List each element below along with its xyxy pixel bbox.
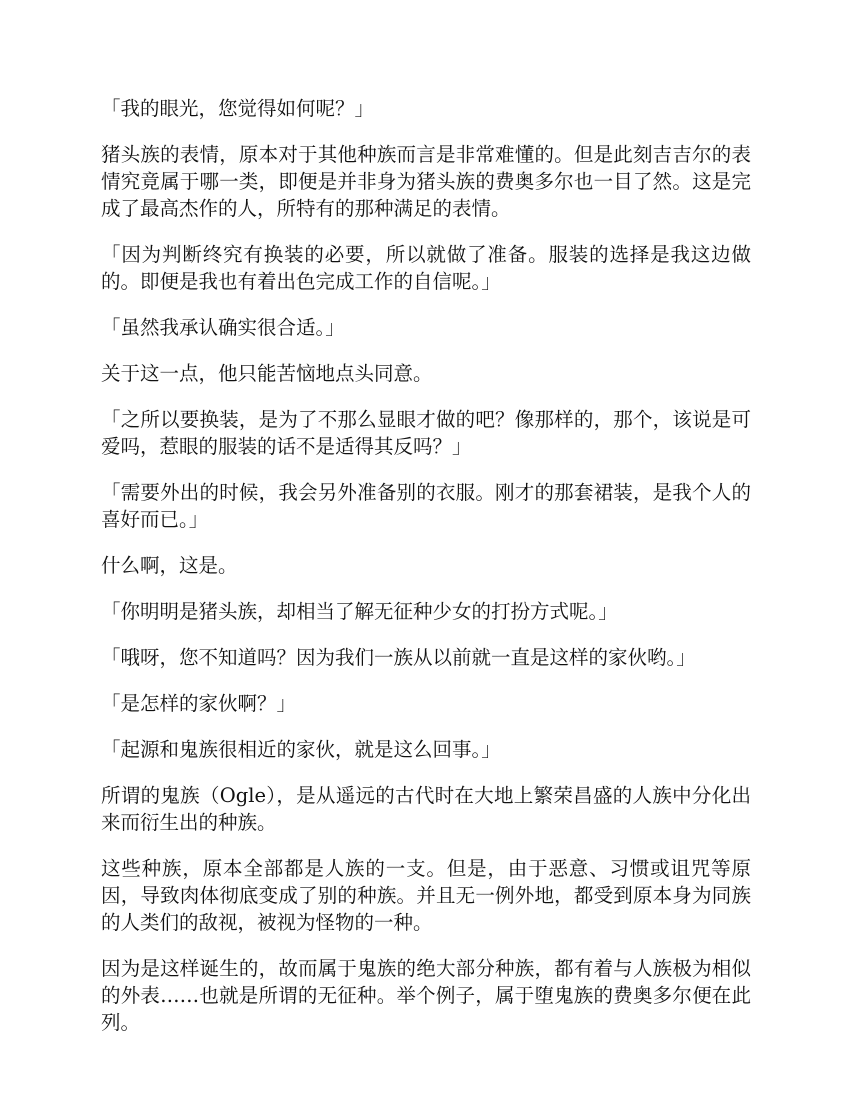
dialogue-paragraph: 「因为判断终究有换装的必要，所以就做了准备。服装的选择是我这边做的。即便是我也有着出色完成工作的自信呢。」: [101, 243, 751, 293]
narration-paragraph: 这些种族，原本全部都是人族的一支。但是，由于恶意、习惯或诅咒等原因，导致肉体彻底变成了别的种族。并且无一例外地，都受到原本身为同族的人类们的敌视，被视为怪物的一种。: [101, 857, 751, 934]
narration-paragraph: 猪头族的表情，原本对于其他种族而言是非常难懂的。但是此刻吉吉尔的表情究竟属于哪一类，即便是并非身为猪头族的费奥多尔也一目了然。这是完成了最高杰作的人，所特有的那种满足的表情。: [101, 143, 751, 220]
narration-paragraph: 因为是这样诞生的，故而属于鬼族的绝大部分种族，都有着与人族极为相似的外表……也就是所谓的无征种。举个例子，属于堕鬼族的费奥多尔便在此列。: [101, 957, 751, 1034]
narration-paragraph: 什么啊，这是。: [101, 554, 238, 577]
narration-paragraph: 所谓的鬼族（Ogle），是从遥远的古代时在大地上繁荣昌盛的人族中分化出来而衍生出的种族。: [101, 784, 751, 834]
dialogue-paragraph: 「之所以要换装，是为了不那么显眼才做的吧？像那样的，那个，该说是可爱吗，惹眼的服装的话不是适得其反吗？」: [101, 408, 751, 458]
document-page: [101, 95, 751, 1055]
dialogue-paragraph: 「需要外出的时候，我会另外准备别的衣服。刚才的那套裙装，是我个人的喜好而已。」: [101, 481, 751, 531]
dialogue-paragraph: 「虽然我承认确实很合适。」: [101, 316, 345, 339]
narration-paragraph: 关于这一点，他只能苦恼地点头同意。: [101, 362, 433, 385]
dialogue-paragraph: 「哦呀，您不知道吗？因为我们一族从以前就一直是这样的家伙哟。」: [101, 646, 696, 669]
dialogue-paragraph: 「我的眼光，您觉得如何呢？」: [101, 97, 375, 120]
dialogue-paragraph: 「你明明是猪头族，却相当了解无征种少女的打扮方式呢。」: [101, 600, 618, 623]
dialogue-paragraph: 「是怎样的家伙啊？」: [101, 692, 297, 715]
dialogue-paragraph: 「起源和鬼族很相近的家伙，就是这么回事。」: [101, 738, 501, 761]
